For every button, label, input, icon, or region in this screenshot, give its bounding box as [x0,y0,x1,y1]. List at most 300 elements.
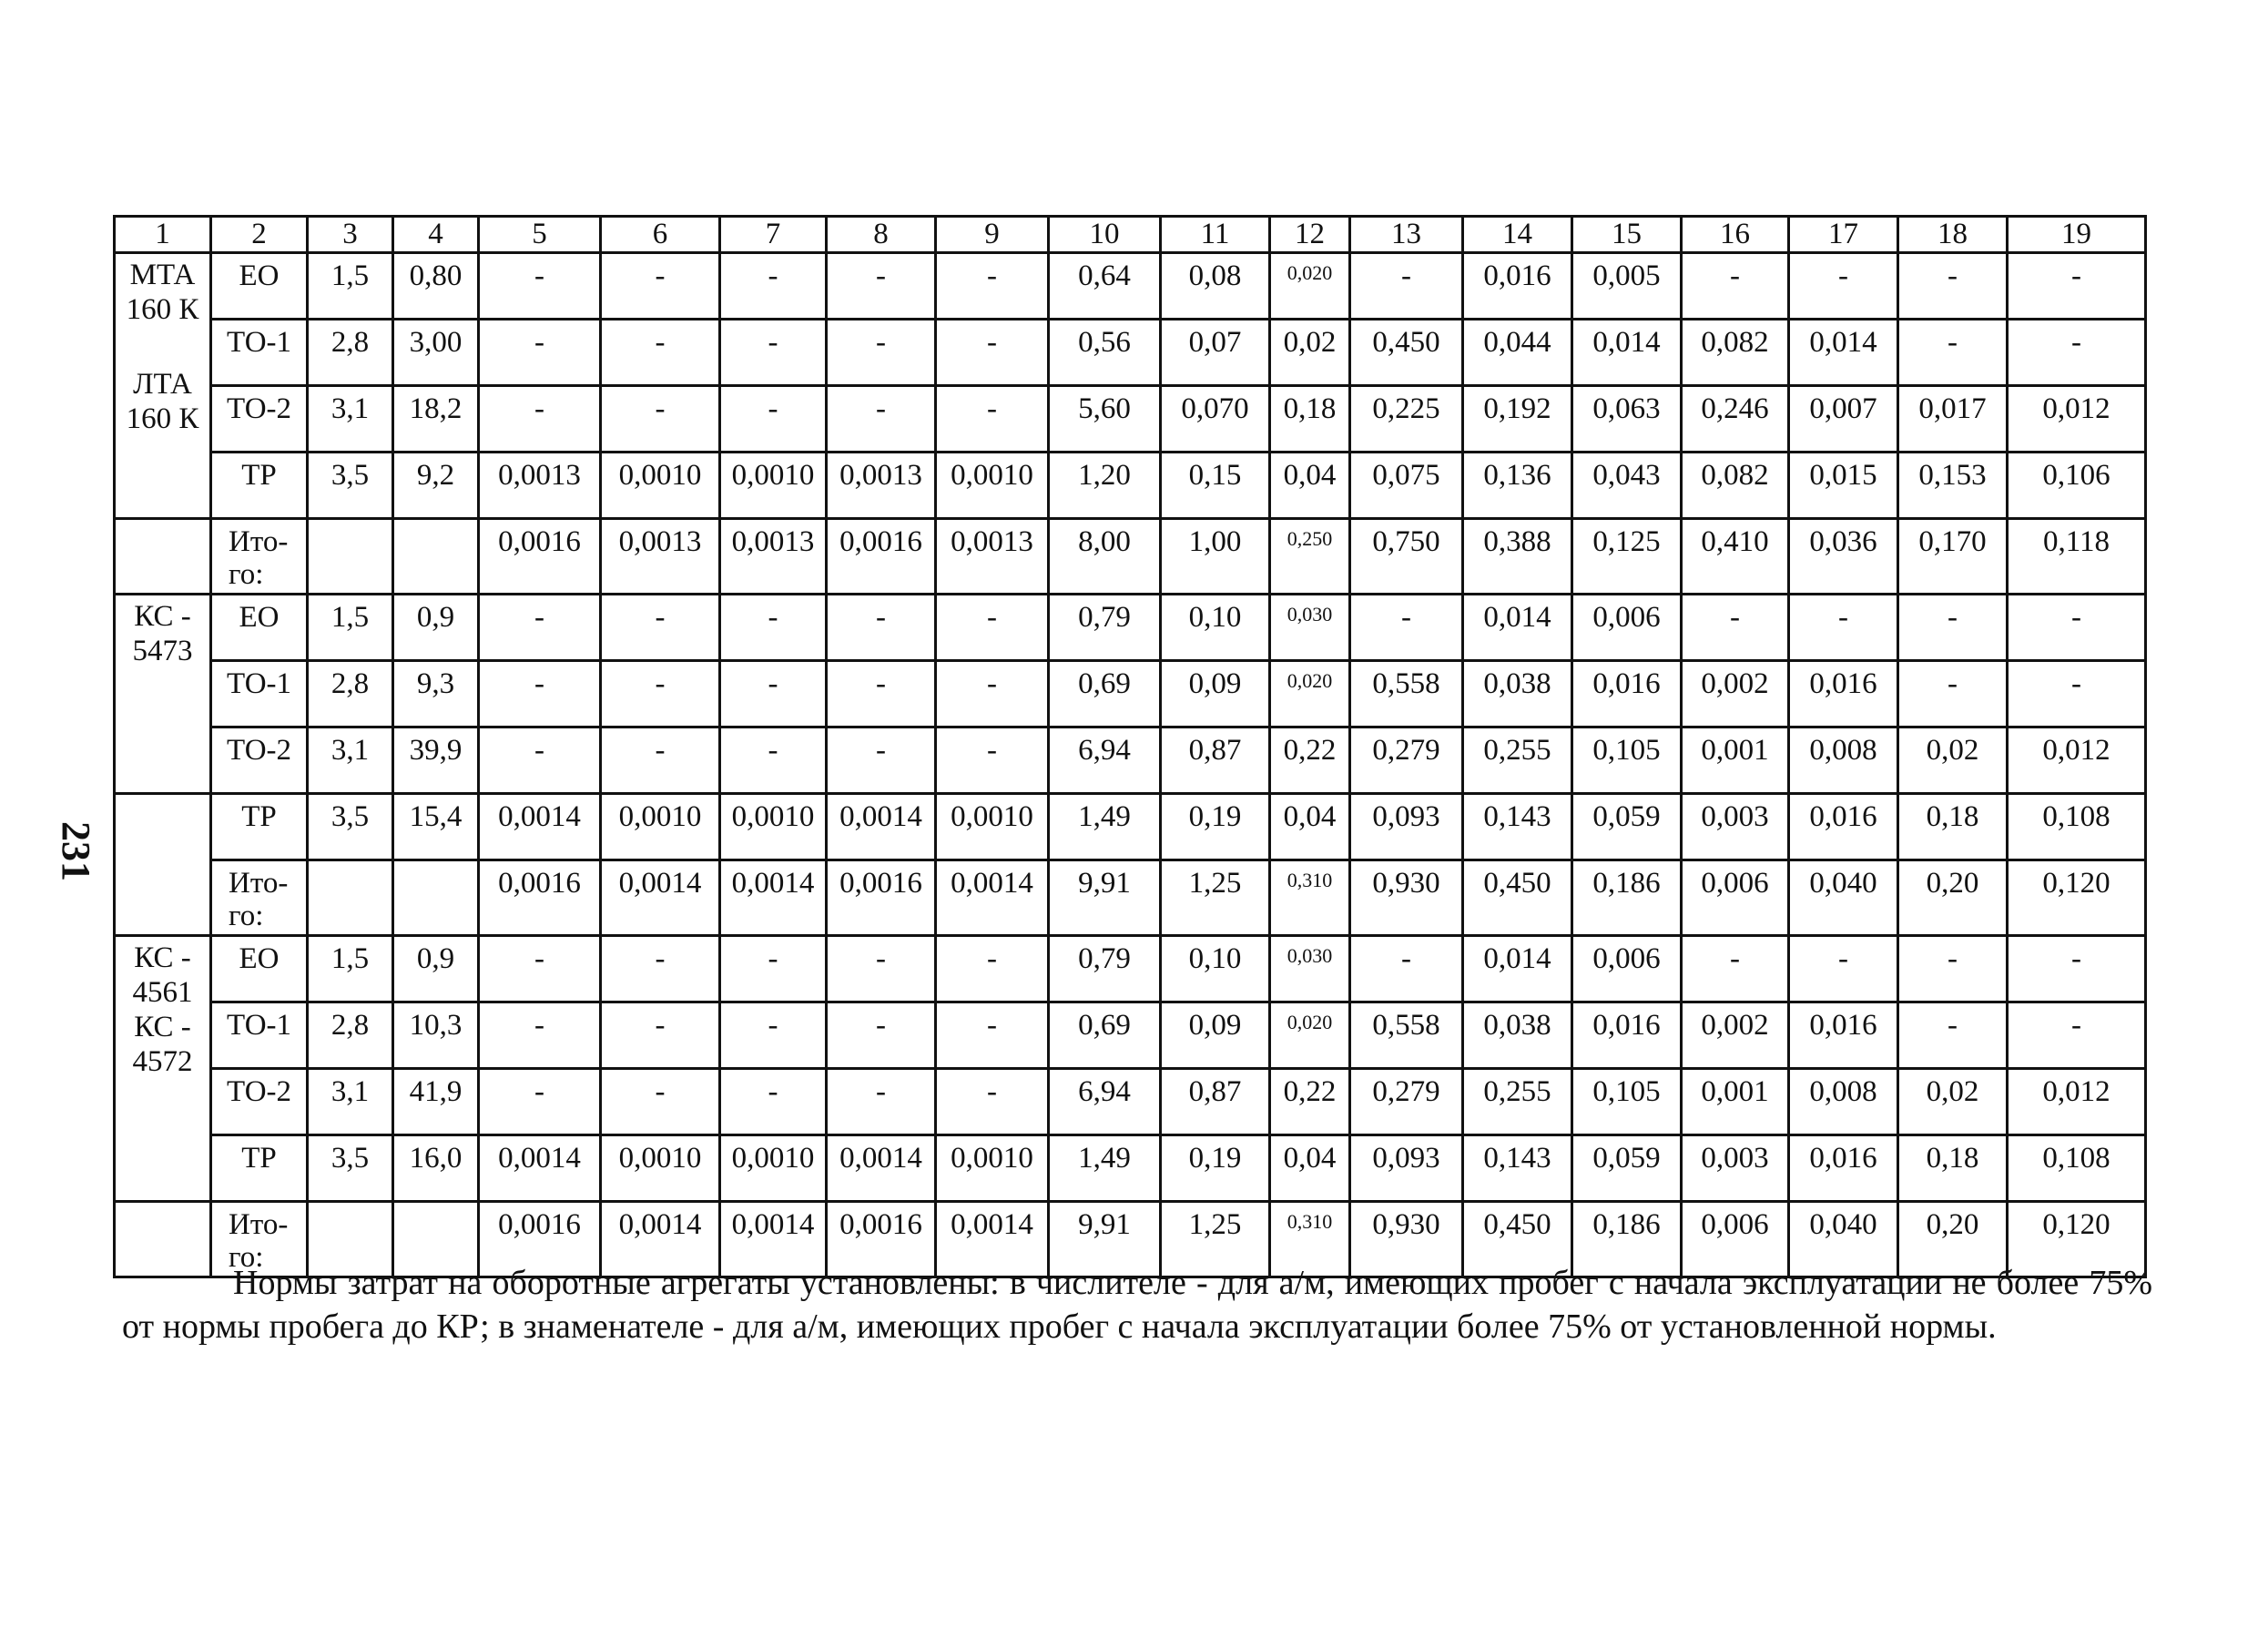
table-cell: 1,25 [1161,860,1270,936]
table-cell: - [1898,253,2008,320]
table-cell: 0,0014 [936,1202,1049,1277]
table-row [115,936,2146,1002]
table-cell: - [601,1002,720,1069]
norms-table [113,215,2147,1278]
table-cell: 0,9 [393,936,479,1002]
table-cell: 0,003 [1682,1135,1789,1202]
table-cell: 0,0014 [720,860,827,936]
table-row [115,661,2146,727]
table-cell: - [2008,595,2146,661]
table-cell: - [479,936,601,1002]
table-cell: - [601,386,720,453]
table-cell: - [936,386,1049,453]
table-cell: 0,153 [1898,453,2008,519]
vehicle-model: КС - 4561 [132,941,193,1009]
table-cell: 1,49 [1049,1135,1161,1202]
table-cell: 0,006 [1572,595,1682,661]
page-number: 231 [54,821,98,881]
table-cell: - [720,1002,827,1069]
vehicle-model: МТА 160 К [126,259,199,326]
table-cell: 1,25 [1161,1202,1270,1277]
table-cell: 1,49 [1049,794,1161,860]
column-number: 1 [115,217,211,253]
table-cell: - [720,386,827,453]
table-cell: - [720,661,827,727]
table-cell: 0,043 [1572,453,1682,519]
table-cell: 5,60 [1049,386,1161,453]
table-cell: - [479,727,601,794]
table-cell: 0,143 [1463,794,1572,860]
table-cell-value: 0,030 [1287,603,1333,626]
table-cell: 3,00 [393,320,479,386]
note-paragraph: Нормы затрат на оборотные агрегаты установлены: в числителе - для а/м, имеющих пробег с начала эксплуатации не более 75% от нормы пробега до КР; в знаменателе - для а/м, имеющих пробег с начала эксплуатации более 75% от установленной нормы. [122,1264,2152,1346]
table-cell: 0,0014 [936,860,1049,936]
table-cell: 0,0016 [479,1202,601,1277]
table-cell: - [936,661,1049,727]
table-cell: 0,450 [1463,860,1572,936]
table-cell: 0,006 [1682,860,1789,936]
maintenance-type: ТО-1 [211,1002,308,1069]
column-number: 14 [1463,217,1572,253]
table-cell: 0,0013 [827,453,936,519]
table-cell: 0,040 [1789,1202,1898,1277]
table-cell: 0,0013 [720,519,827,595]
table-cell: - [1789,595,1898,661]
table-cell: 0,038 [1463,661,1572,727]
table-cell: 0,0014 [601,860,720,936]
table-row [115,1135,2146,1202]
table-cell: - [720,1069,827,1135]
table-cell [1270,1002,1350,1069]
table-cell: 0,075 [1350,453,1463,519]
maintenance-type: ТР [211,1135,308,1202]
table-cell: 0,0016 [479,860,601,936]
column-number: 10 [1049,217,1161,253]
table-cell: 0,008 [1789,1069,1898,1135]
table-cell: 0,0013 [601,519,720,595]
table-cell: 6,94 [1049,1069,1161,1135]
table-cell [308,519,393,595]
maintenance-type: ТО-1 [211,661,308,727]
table-cell: 0,105 [1572,1069,1682,1135]
table-cell: 0,0013 [479,453,601,519]
table-cell: 0,246 [1682,386,1789,453]
table-cell: 0,186 [1572,860,1682,936]
table-cell: 0,003 [1682,794,1789,860]
table-cell: - [1682,595,1789,661]
table-cell: - [827,320,936,386]
table-cell: 0,008 [1789,727,1898,794]
table-row [115,727,2146,794]
table-cell: 0,015 [1789,453,1898,519]
table-cell: 0,001 [1682,727,1789,794]
table-cell: 0,040 [1789,860,1898,936]
table-cell: 15,4 [393,794,479,860]
table-cell: 0,10 [1161,595,1270,661]
table-cell: - [1789,936,1898,1002]
table-cell: 0,18 [1270,386,1350,453]
table-cell [1270,595,1350,661]
table-cell: 0,87 [1161,727,1270,794]
table-cell: 10,3 [393,1002,479,1069]
table-cell: 0,0016 [479,519,601,595]
table-cell: - [827,595,936,661]
table-cell: 0,016 [1789,1002,1898,1069]
table-cell: 0,0016 [827,1202,936,1277]
column-number: 2 [211,217,308,253]
table-cell: 0,0010 [601,1135,720,1202]
table-cell: 0,082 [1682,453,1789,519]
table-cell: - [2008,936,2146,1002]
table-cell: - [720,253,827,320]
table-cell-value: 0,250 [1287,527,1333,550]
table-cell: - [936,1069,1049,1135]
table-cell: 1,20 [1049,453,1161,519]
table-row [115,860,2146,936]
table-cell: 0,22 [1270,1069,1350,1135]
table-cell: 0,10 [1161,936,1270,1002]
column-number: 16 [1682,217,1789,253]
table-cell: 0,192 [1463,386,1572,453]
table-cell: 0,006 [1572,936,1682,1002]
table-cell: 0,016 [1572,1002,1682,1069]
table-cell: - [1682,253,1789,320]
vehicle-model: КС - 4572 [132,1011,193,1078]
table-cell: - [601,320,720,386]
table-cell: 0,18 [1898,1135,2008,1202]
table-cell: 0,038 [1463,1002,1572,1069]
table-cell: - [1350,595,1463,661]
table-cell: 0,0014 [720,1202,827,1277]
table-cell: 0,87 [1161,1069,1270,1135]
table-cell: - [1898,595,2008,661]
table-cell: 0,0014 [827,1135,936,1202]
table-cell: 0,79 [1049,936,1161,1002]
vehicle-model: КС - 5473 [132,600,193,667]
vehicle-model-cell [115,253,211,519]
table-cell: 0,108 [2008,1135,2146,1202]
table-cell: 0,016 [1463,253,1572,320]
table-cell: 0,044 [1463,320,1572,386]
column-number: 18 [1898,217,2008,253]
table-cell: 0,016 [1789,794,1898,860]
table-cell: 1,00 [1161,519,1270,595]
table-cell: 0,118 [2008,519,2146,595]
table-cell [308,860,393,936]
table-cell: 16,0 [393,1135,479,1202]
table-cell: 0,279 [1350,727,1463,794]
table-cell [1270,253,1350,320]
table-cell: 0,0010 [720,794,827,860]
table-cell: - [479,253,601,320]
table-cell: - [936,253,1049,320]
table-cell: 1,5 [308,595,393,661]
table-cell: - [936,727,1049,794]
table-cell: 0,0014 [601,1202,720,1277]
table-cell: 0,225 [1350,386,1463,453]
table-cell: 0,930 [1350,860,1463,936]
table-cell: 0,09 [1161,661,1270,727]
table-cell: 0,016 [1572,661,1682,727]
table-cell: 0,0014 [827,794,936,860]
table-cell: 0,750 [1350,519,1463,595]
table-cell: 0,063 [1572,386,1682,453]
table-cell: 3,1 [308,727,393,794]
table-cell: 0,0010 [936,453,1049,519]
table-cell: 0,002 [1682,661,1789,727]
table-cell: - [720,727,827,794]
table-cell: 0,02 [1898,727,2008,794]
table-cell: 0,04 [1270,794,1350,860]
table-cell: 0,036 [1789,519,1898,595]
table-cell: - [936,936,1049,1002]
maintenance-type: ЕО [211,253,308,320]
table-cell: - [601,936,720,1002]
table-row [115,595,2146,661]
table-cell: - [1898,936,2008,1002]
table-cell: 0,120 [2008,1202,2146,1277]
table-cell: - [601,1069,720,1135]
table-row [115,794,2146,860]
table-cell: 0,69 [1049,1002,1161,1069]
table-cell: 3,1 [308,386,393,453]
table-cell: 0,15 [1161,453,1270,519]
vehicle-model-cell [115,595,211,794]
table-cell: - [827,386,936,453]
column-number: 11 [1161,217,1270,253]
table-row [115,519,2146,595]
column-number: 3 [308,217,393,253]
table-row [115,320,2146,386]
table-cell: 1,5 [308,936,393,1002]
table-cell: 0,69 [1049,661,1161,727]
table-cell-value: 0,030 [1287,944,1333,967]
maintenance-type: ТР [211,794,308,860]
table-cell: - [1898,661,2008,727]
table-cell: 0,07 [1161,320,1270,386]
table-cell: - [601,595,720,661]
table-cell: - [1350,936,1463,1002]
column-number: 4 [393,217,479,253]
table-cell-value: 0,020 [1287,261,1333,284]
table-cell: - [479,1069,601,1135]
table-cell: 0,450 [1350,320,1463,386]
table-cell: 0,19 [1161,1135,1270,1202]
table-cell: - [479,320,601,386]
table-row [115,1002,2146,1069]
table-cell: 0,186 [1572,1202,1682,1277]
table-row [115,253,2146,320]
table-cell: - [1350,253,1463,320]
table-cell: - [827,253,936,320]
table-cell: 18,2 [393,386,479,453]
table-cell: 0,08 [1161,253,1270,320]
table-cell: - [936,1002,1049,1069]
table-cell: 0,0010 [936,1135,1049,1202]
table-cell: 0,255 [1463,1069,1572,1135]
header-row [115,217,2146,253]
table-cell: 0,0010 [936,794,1049,860]
table-cell: 0,120 [2008,860,2146,936]
table-cell: 0,04 [1270,1135,1350,1202]
table-cell: 0,09 [1161,1002,1270,1069]
table-cell: 0,059 [1572,794,1682,860]
table-cell: 8,00 [1049,519,1161,595]
table-cell [1270,860,1350,936]
column-number: 19 [2008,217,2146,253]
table-cell: - [2008,661,2146,727]
table-cell: 0,070 [1161,386,1270,453]
maintenance-type: Ито-го: [211,519,308,595]
table-cell: 0,0013 [936,519,1049,595]
table-cell: 3,5 [308,1135,393,1202]
table-cell: 0,0014 [479,794,601,860]
table-cell: - [479,661,601,727]
column-number: 6 [601,217,720,253]
table-cell: 0,255 [1463,727,1572,794]
table-cell: 0,105 [1572,727,1682,794]
table-cell [1270,936,1350,1002]
column-number: 17 [1789,217,1898,253]
table-cell: 0,0014 [479,1135,601,1202]
table-cell: 3,1 [308,1069,393,1135]
table-cell: 0,0010 [601,453,720,519]
maintenance-type: ТО-2 [211,1069,308,1135]
table-cell: 0,002 [1682,1002,1789,1069]
table-cell: 0,558 [1350,661,1463,727]
table-cell: - [1789,253,1898,320]
table-cell-value: 0,310 [1287,1210,1333,1233]
column-number: 15 [1572,217,1682,253]
maintenance-type: Ито-го: [211,860,308,936]
table-cell: 0,558 [1350,1002,1463,1069]
vehicle-model: ЛТА 160 К [126,368,199,435]
table-cell: 0,0016 [827,519,936,595]
table-cell: 2,8 [308,320,393,386]
column-number: 5 [479,217,601,253]
table-cell: - [936,320,1049,386]
table-cell: - [827,661,936,727]
table-cell: 0,56 [1049,320,1161,386]
table-cell: 2,8 [308,1002,393,1069]
table-cell: 0,082 [1682,320,1789,386]
table-cell: 0,20 [1898,1202,2008,1277]
table-cell: 0,9 [393,595,479,661]
table-cell: 0,136 [1463,453,1572,519]
table-cell: 9,91 [1049,1202,1161,1277]
table-cell: 0,016 [1789,661,1898,727]
table-cell: - [720,595,827,661]
table-cell: 41,9 [393,1069,479,1135]
table-cell: 0,02 [1270,320,1350,386]
maintenance-type: ЕО [211,936,308,1002]
table-cell: 0,093 [1350,794,1463,860]
table-cell: - [2008,320,2146,386]
table-cell: 0,64 [1049,253,1161,320]
table-cell: - [827,1002,936,1069]
maintenance-type: ТО-2 [211,386,308,453]
table-cell: 0,02 [1898,1069,2008,1135]
table-cell-value: 0,020 [1287,1011,1333,1033]
table-cell: - [1682,936,1789,1002]
table-cell: 0,108 [2008,794,2146,860]
table-cell: 0,014 [1572,320,1682,386]
table-cell: 0,014 [1463,595,1572,661]
table-cell: 9,2 [393,453,479,519]
table-cell: - [936,595,1049,661]
table-cell: - [1898,320,2008,386]
table-cell: - [601,253,720,320]
table-cell: - [720,936,827,1002]
table-cell [1270,661,1350,727]
vehicle-model-cell [115,936,211,1202]
table-cell: - [2008,253,2146,320]
table-cell: 0,005 [1572,253,1682,320]
table-cell: 3,5 [308,453,393,519]
table-cell: 0,125 [1572,519,1682,595]
table-cell: 0,006 [1682,1202,1789,1277]
table-cell: 1,5 [308,253,393,320]
maintenance-type: ТО-1 [211,320,308,386]
table-cell: 0,014 [1789,320,1898,386]
column-number: 13 [1350,217,1463,253]
table-cell: 6,94 [1049,727,1161,794]
table-cell: 0,79 [1049,595,1161,661]
maintenance-type: ТР [211,453,308,519]
table-cell: 9,3 [393,661,479,727]
table-cell: 2,8 [308,661,393,727]
table-cell: 0,001 [1682,1069,1789,1135]
maintenance-type: Ито-го: [211,1202,308,1277]
table-cell: 39,9 [393,727,479,794]
table-cell: 0,170 [1898,519,2008,595]
table-cell [1270,519,1350,595]
column-number: 9 [936,217,1049,253]
table-cell: 3,5 [308,794,393,860]
empty-model-cell [115,519,211,595]
table-cell: 0,017 [1898,386,2008,453]
table-cell: 9,91 [1049,860,1161,936]
note-text [122,1261,2152,1348]
table-row [115,453,2146,519]
table-cell: - [827,936,936,1002]
table-cell: 0,279 [1350,1069,1463,1135]
table-cell: 0,388 [1463,519,1572,595]
table-cell: 0,0010 [720,453,827,519]
table-cell: - [720,320,827,386]
table-cell: 0,930 [1350,1202,1463,1277]
maintenance-type: ТО-2 [211,727,308,794]
table-cell: 0,0010 [601,794,720,860]
table-cell: 0,0016 [827,860,936,936]
table-cell: - [479,595,601,661]
column-number: 7 [720,217,827,253]
table-cell-value: 0,020 [1287,669,1333,692]
maintenance-type: ЕО [211,595,308,661]
column-number: 12 [1270,217,1350,253]
table-cell: 0,04 [1270,453,1350,519]
table-cell: 0,007 [1789,386,1898,453]
table-cell: - [479,386,601,453]
table-cell: 0,80 [393,253,479,320]
table-cell: 0,012 [2008,727,2146,794]
table-cell: 0,059 [1572,1135,1682,1202]
table-cell: 0,106 [2008,453,2146,519]
empty-model-cell [115,794,211,936]
table-cell: 0,012 [2008,1069,2146,1135]
table-cell: - [601,661,720,727]
table-cell: - [827,727,936,794]
